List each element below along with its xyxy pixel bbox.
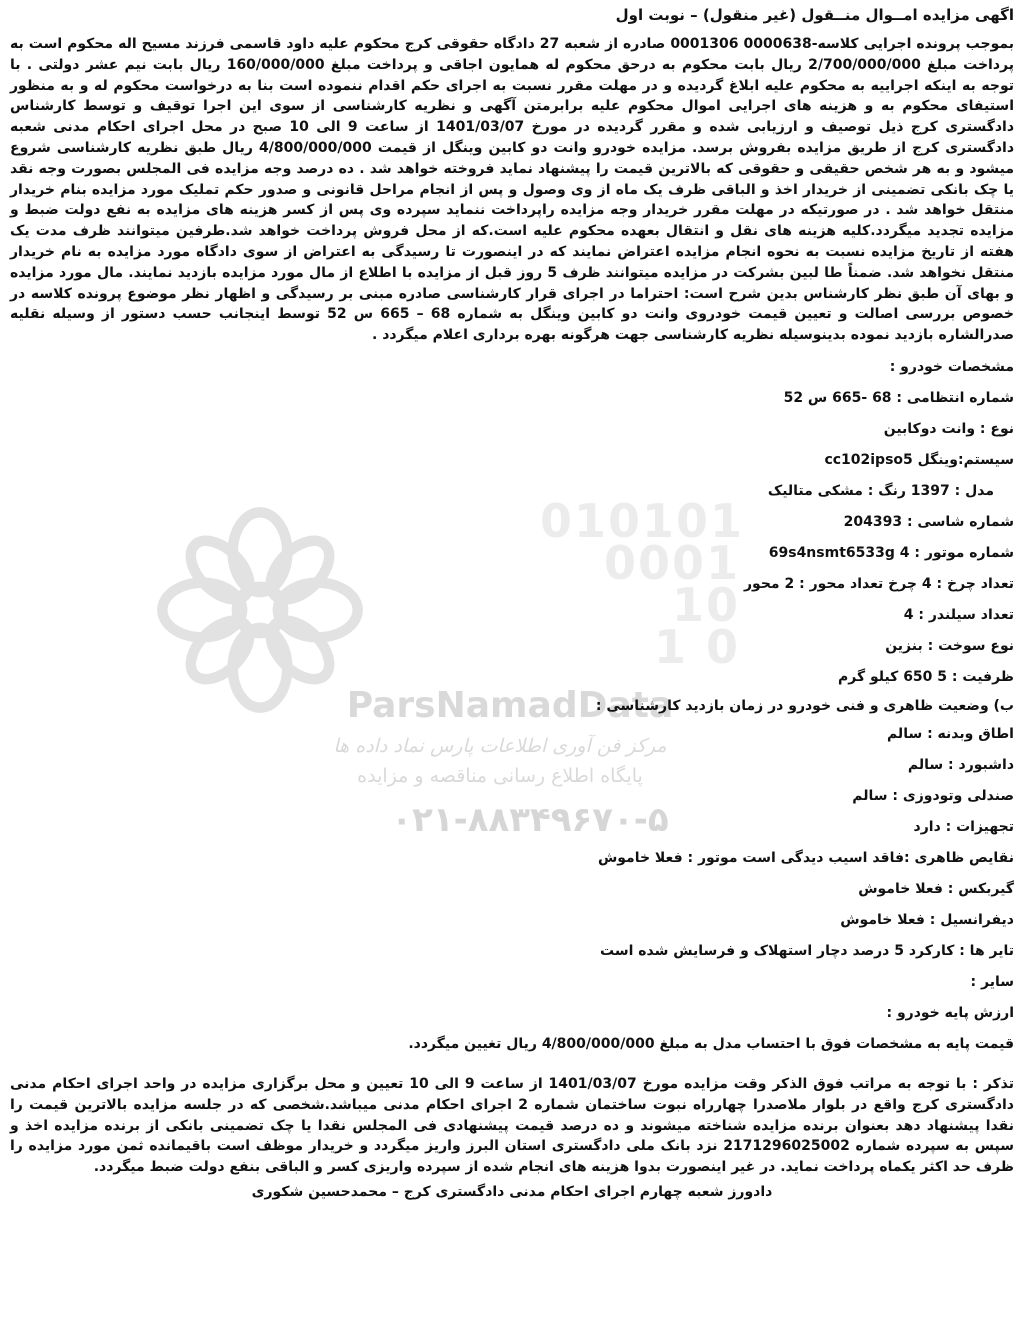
spec-chassis-number: شماره شاسی : 204393 [843, 513, 1014, 530]
watermark-line1: مرکز فن آوری اطلاعات پارس نماد داده ها [333, 735, 667, 757]
condition-heading: ب) وضعیت ظاهری و فنی خودرو در زمان بازدید کارشناسی : [595, 697, 1014, 714]
notice-reminder-paragraph: تذکر : با توجه به مراتب فوق الذکر وقت مزایده مورخ 1401/03/07 از ساعت 9 الی 10 تعیین و محل برگزاری مزایده در واحد اجرای احکام مدنی دادگستری کرج واقع در بلوار ملاصدرا چهارراه نبوت ساختمان شماره 2 اجرای احکام مدنی میباشد.شخصی که در جلسه مزایده بالاترین قیمت را نقدا پیشنهاد دهد بعنوان برنده مزایده شناخته میشوند و ده درصد قیمت پیشنهادی فی المجلس نقدا یا چک تضمینی بانکی از برنده مزایده اخذ و سپس به سپرده شماره 2171296025002 نزد بانک ملی دادگستری استان البرز واریز میگردد و خریدار موظف است باقیمانده ثمن مورد مزایده را ظرف حد اکثر یکماه پرداخت نماید. در غیر اینصورت بدوا هزینه های انجام شده از سپرده واریزی کسر و الباقی بنفع دولت ضبط میگردد. [10, 1075, 1015, 1176]
spec-tires: تایر ها : کارکرد 5 درصد دچار استهلاک و فرسایش شده است [600, 942, 1014, 959]
watermark-phone: ۰۲۱-۸۸۳۴۹۶۷۰-۵ [391, 800, 669, 840]
notice-intro-paragraph: بموجب پرونده اجرایی کلاسه-0000638 0001306 صادره از شعبه 27 دادگاه حقوقی کرج محکوم علیه داود قاسمی فرزند مسیح اله محکوم است به پرداخت مبلغ 2/700/000/000 ریال بابت محکوم به درحق محکوم له همایون اجاقی و پرداخت مبلغ 160/000/000 ریال بابت نیم عشر دولتی . با توجه به اینکه اجراییه به محکوم علیه ابلاغ گردیده و در مهلت مقرر نسبت به اجرای حکم اقدام ننموده است بنا به درخواست محکوم له و به منظور استیفای محکوم به و هزینه های اجرایی اموال محکوم علیه برابرمتن آگهی و نظریه کارشناسی از سوی این اجرا توقیف و توسط کارشناس دادگستری کرج ذیل توصیف و ارزیابی شده و مقرر گردیده در مورخ 1401/03/07 از ساعت 9 الی 10 صبح در محل اجرای احکام مدنی شعبه دادگستری کرج از طریق مزایده بفروش برسد. مزایده خودرو وانت دو کابین وینگل از قیمت 4/800/000/000 ریال طبق نظریه کارشناسی شروع میشود و به هر شخص حقیقی و حقوقی که بالاترین قیمت را پیشنهاد نماید فروخته خواهد شد . ده درصد وجه مزایده فی المجلس بصورت وجه نقد یا چک بانکی تضمینی از خریدار اخذ و الباقی ظرف یک ماه از وی وصول و پس از انجام مراحل قانونی و صدور حکم تملیک مورد مزایده بنام خریدار منتقل خواهد شد . در صورتیکه در مهلت مقرر خریدار وجه مزایده راپرداخت ننماید سپرده وی پس از کسر هزینه های مزایده به نفع دولت ضبط و مزایده تجدید میگردد.کلیه هزینه های نقل و انتقال بعهده محکوم علیه است.که از محل فروش پرداخت خواهد شد.طرفین میتوانند ظرف مدت یک هفته از تاریخ مزایده نسبت به نحوه انجام مزایده اعتراض نمایند که در اینصورت تا رسیدگی به اعتراض از سوی دادگاه مورد مزایده به نام خریدار منتقل نخواهد شد. ضمناً طا لبین بشرکت در مزایده میتوانند ظرف 5 روز قبل از مزایده با اطلاع از مال مورد مزایده بازدید نمایند. مال مورد مزایده و بهای آن طبق نظر کارشناس بدین شرح است: احتراما در اجرای قرار کارشناسی صادره مبنی بر رسیدگی و اظهار نظر موضوع پرونده کلاسه در خصوص بررسی اصالت و تعیین قیمت خودروی وانت دو کابین وینگل به شماره 68 – 665 س 52 توسط اینجانب حسب دستور از وسیله نقلیه صدرالشاره بازدید نموده بدینوسیله نظریه کارشناسی جهت هرگونه بهره برداری اعلام میگردد . [10, 36, 1015, 344]
spec-engine-number: شماره موتور : 4 69s4nsmt6533g [768, 544, 1014, 561]
vehicle-specs-list [10, 383, 1014, 1060]
watermark-line2: پایگاه اطلاع رسانی مناقصه و مزایده [357, 765, 643, 787]
base-value-heading: ارزش پایه خودرو : [886, 1004, 1014, 1021]
spec-differential: دیفرانسیل : فعلا خاموش [840, 911, 1014, 928]
watermark-brand: ParsNamadData [346, 685, 674, 726]
spec-cylinders: تعداد سیلندر : 4 [903, 606, 1014, 623]
spec-dashboard: داشبورد : سالم [907, 756, 1014, 773]
spec-model-color: مدل : 1397 رنگ : مشکی متالیک [767, 482, 994, 499]
base-price-statement: قیمت پایه به مشخصات فوق با احتساب مدل به مبلغ 4/800/000/000 ریال تغیین میگردد. [408, 1035, 1014, 1052]
spec-system: سیستم:وینگل cc102ipso5 [824, 451, 1014, 468]
spec-equipment: تجهیزات : دارد [913, 818, 1014, 835]
spec-gearbox: گیربکس : فعلا خاموش [858, 880, 1014, 897]
spec-plate-number: شماره انتظامی : 68 -665 س 52 [783, 389, 1014, 406]
spec-wheels-axles: تعداد چرخ : 4 چرخ تعداد محور : 2 محور [744, 575, 1014, 592]
specs-heading: مشخصات خودرو : [889, 358, 1014, 375]
watermark-binary: 010101 0001 10 1 0 [540, 494, 745, 674]
notice-title: اگهی مزایده امــوال منــقول (غیر منقول) – نوبت اول [615, 6, 1014, 24]
spec-body: اطاق وبدنه : سالم [886, 725, 1014, 742]
spec-type: نوع : وانت دوکابین [883, 420, 1014, 437]
signature-line: دادورز شعبه چهارم اجرای احکام مدنی دادگستری کرج – محمدحسین شکوری [251, 1183, 773, 1200]
spec-other: سایر : [970, 973, 1014, 990]
spec-defects-engine: نقایص ظاهری :فاقد اسیب دیدگی است موتور : فعلا خاموش [597, 849, 1014, 866]
spec-fuel: نوع سوخت : بنزین [885, 637, 1014, 654]
spec-seats: صندلی وتودوزی : سالم [852, 787, 1014, 804]
notice-content [10, 6, 1014, 1200]
spec-capacity: ظرفیت : 5 650 کیلو گرم [837, 668, 1014, 685]
